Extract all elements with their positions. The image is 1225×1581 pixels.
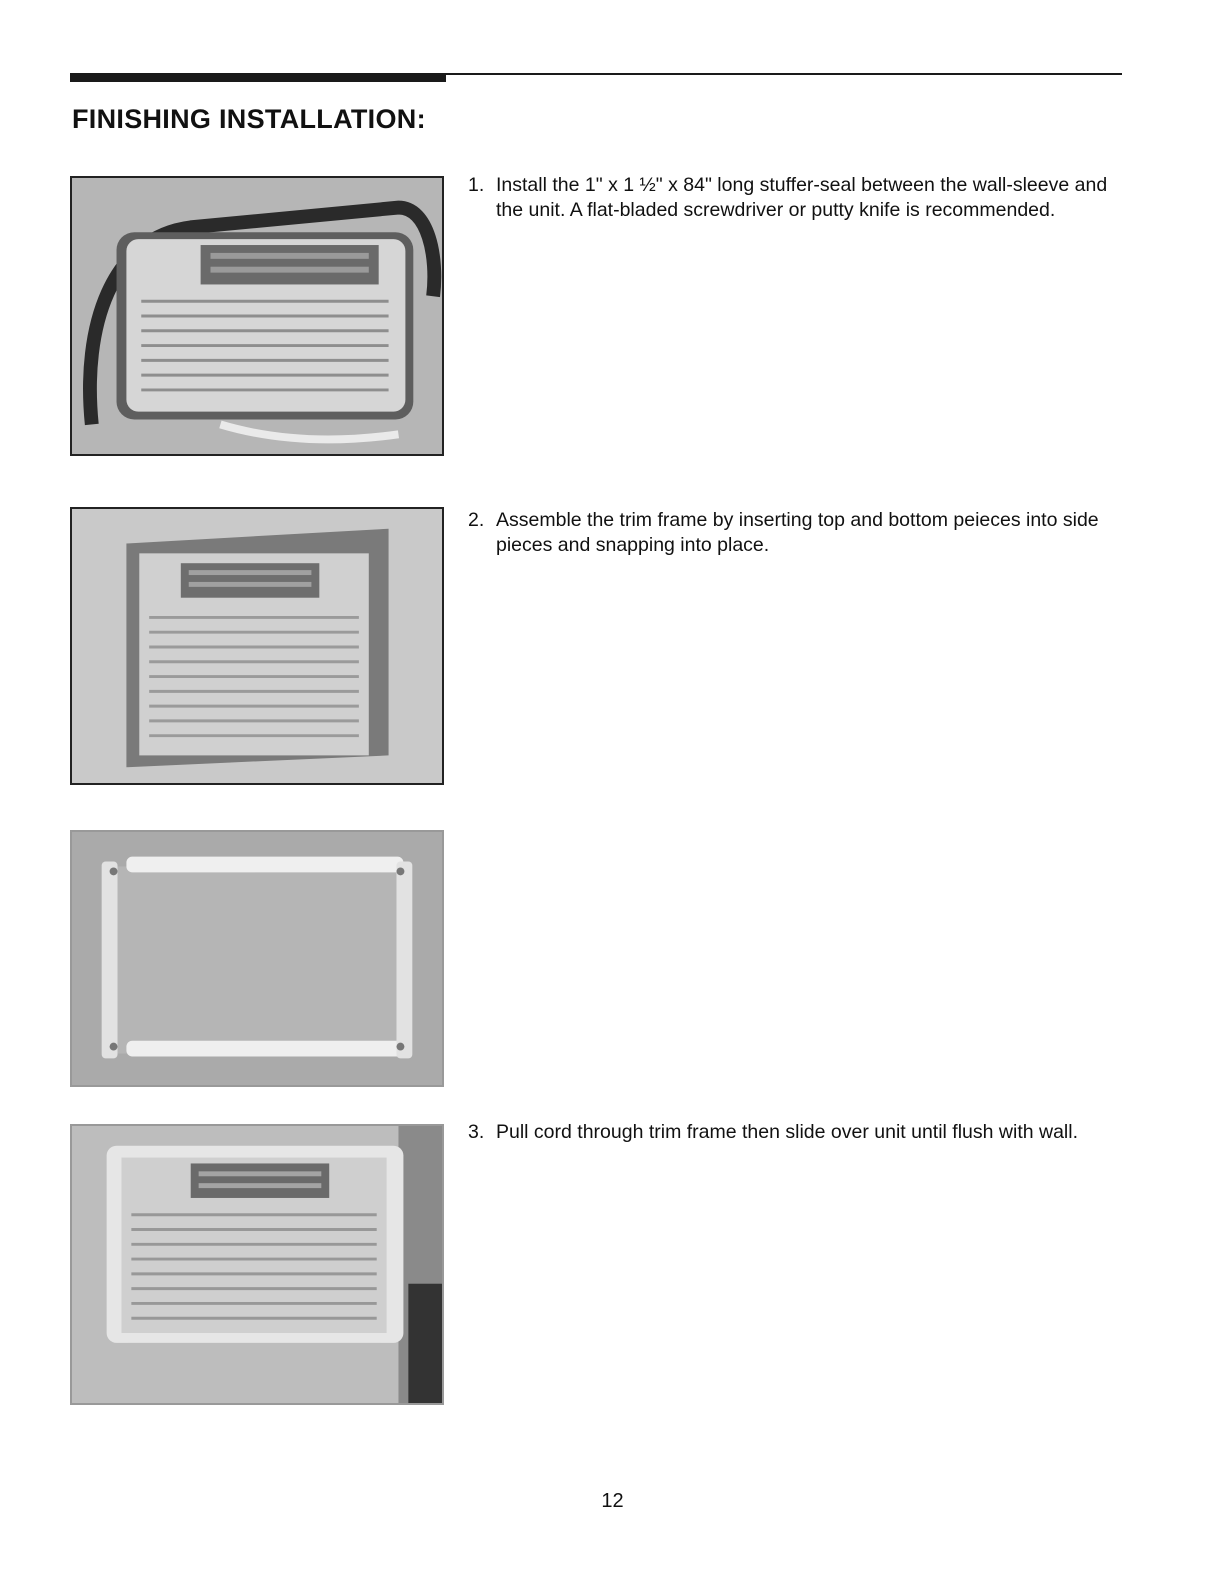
page-title: FINISHING INSTALLATION: (72, 104, 426, 134)
step-number: 2. (468, 509, 485, 531)
header-rule-thin (446, 73, 1122, 75)
step-text: Install the 1" x 1 ½" x 84" long stuffer-seal between the wall-sleeve and the unit. A flat-bladed screwdriver or putty knife is recommended. (496, 174, 1108, 221)
step-1 (468, 173, 1118, 223)
step-number: 1. (468, 174, 485, 196)
header-rule-thick (70, 73, 446, 82)
step-2 (468, 508, 1118, 558)
step-3 (468, 1120, 1118, 1145)
photo-unit-in-sleeve (70, 507, 444, 785)
step-text: Assemble the trim frame by inserting top and bottom peieces into side pieces and snapping into place. (496, 509, 1099, 556)
photo-frame-over-unit (70, 1124, 444, 1405)
photo-trim-frame (70, 830, 444, 1087)
page-number: 12 (601, 1490, 624, 1512)
photo-stuffer-seal (70, 176, 444, 456)
step-text: Pull cord through trim frame then slide over unit until flush with wall. (496, 1121, 1079, 1143)
step-number: 3. (468, 1121, 485, 1143)
